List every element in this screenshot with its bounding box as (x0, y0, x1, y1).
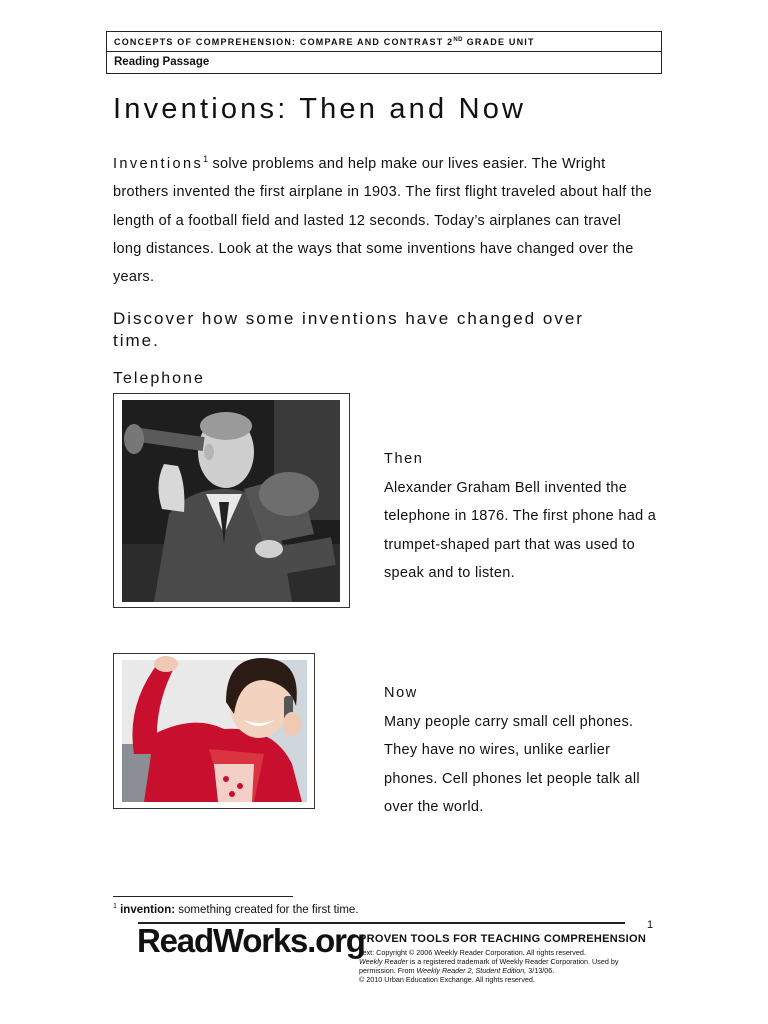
copyright-text-2: is a registered trademark of Weekly Reader Corporation. Used by permission. From (359, 957, 619, 975)
cell-phone-illustration (114, 654, 314, 808)
intro-text: solve problems and help make our lives easier. The Wright brothers invented the first airplane in 1903. The first flight traveled about half the length of a football field and lasted 12 seconds. Today’s airplanes can travel long distances. Look at the ways that some inventions have changed over the years. (113, 155, 652, 286)
copyright-line-1: Text: Copyright © 2006 Weekly Reader Corporation. All rights reserved. (359, 948, 586, 957)
readworks-logo: ReadWorks.org (137, 922, 365, 959)
doc-type: Reading Passage (114, 56, 210, 68)
copyright-edition: Weekly Reader 2, Student Edition, (416, 966, 527, 975)
unit-title-pre: CONCEPTS OF COMPREHENSION: COMPARE AND CONTRAST 2 (114, 37, 454, 47)
now-heading: Now (384, 685, 418, 701)
cell-phone-photo (113, 653, 315, 809)
unit-title (107, 32, 661, 52)
now-body: Many people carry small cell phones. They have no wires, unlike earlier phones. Cell phones let people talk all over the world. (384, 713, 640, 816)
subheading: Discover how some inventions have changed over time. (113, 309, 584, 350)
intro-paragraph (113, 145, 653, 292)
then-heading: Then (384, 451, 424, 467)
footnote-term: invention: (120, 903, 176, 916)
footnote-ref: 1 (203, 154, 209, 164)
footer-tagline: PROVEN TOOLS FOR TEACHING COMPREHENSION (359, 933, 647, 945)
then-body: Alexander Graham Bell invented the telephone in 1876. The first phone had a trumpet-shaped part that was used to speak and to listen. (384, 479, 657, 582)
page-number: 1 (647, 919, 654, 931)
copyright-date: 3/13/06. (526, 966, 555, 975)
footnote-definition: something created for the first time. (175, 903, 359, 916)
copyright-weekly-reader: Weekly Reader (359, 957, 409, 966)
footnote-number: 1 (113, 903, 117, 910)
copyright-notice (359, 948, 639, 984)
bell-telephone-photo (113, 393, 350, 608)
copyright-line-2 (359, 957, 639, 975)
unit-title-post: GRADE UNIT (462, 37, 535, 47)
unit-title-sup: ND (453, 37, 463, 43)
bell-telephone-illustration (114, 394, 349, 607)
now-caption (384, 679, 664, 822)
page-title: Inventions: Then and Now (113, 93, 527, 125)
section-title: Telephone (113, 370, 205, 387)
copyright-line-3: © 2010 Urban Education Exchange. All rights reserved. (359, 975, 535, 984)
document-header (106, 31, 662, 74)
footnote (113, 903, 359, 916)
then-caption (384, 445, 664, 588)
footnote-divider (113, 896, 293, 897)
intro-first-word: Inventions (113, 155, 204, 172)
